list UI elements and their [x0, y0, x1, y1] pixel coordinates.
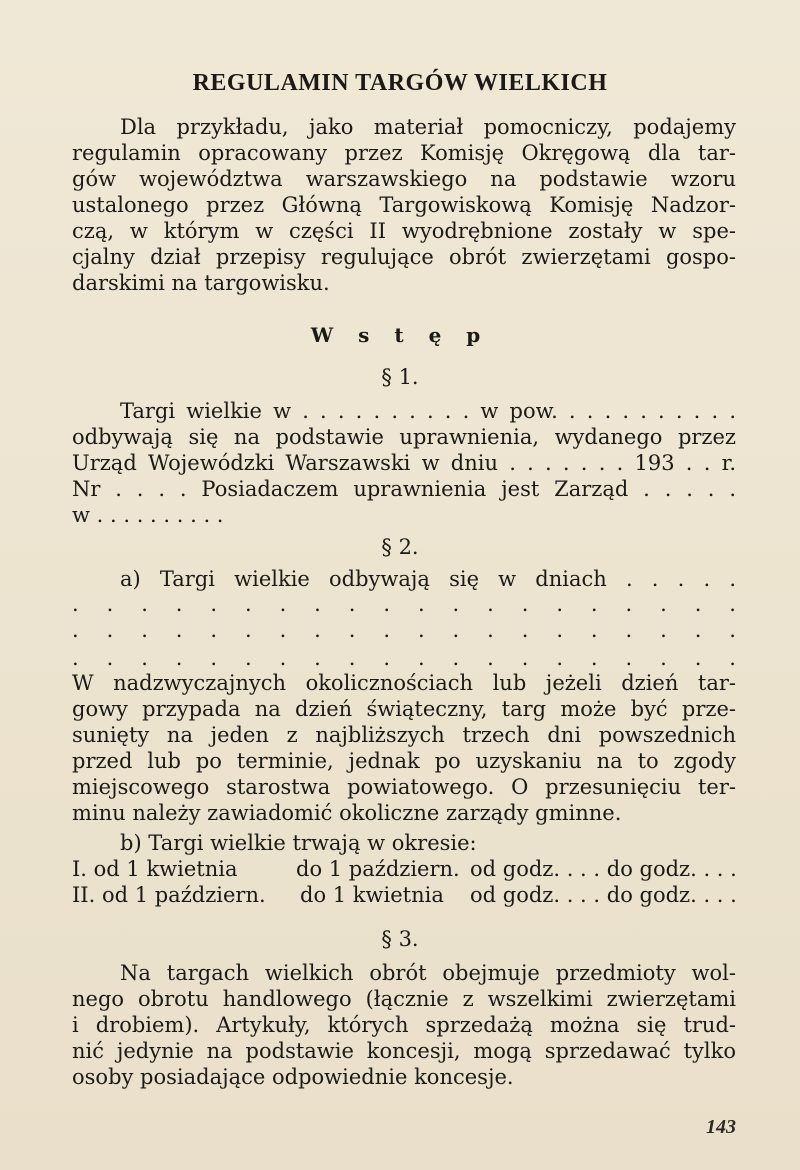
intro-line: darskimi na targowisku. — [72, 271, 330, 295]
intro-line: regulamin opracowany przez Komisję Okręgową dla tar- — [72, 141, 736, 165]
intro-line: cjalny dział przepisy regulujące obrót zwierzętami gospo- — [72, 245, 736, 269]
s3-line: Na targach wielkich obrót obejmuje przedmioty wol- — [120, 961, 736, 985]
period-to: do 1 kwietnia — [300, 883, 444, 907]
s1-line: Nr . . . . Posiadaczem uprawnienia jest Zarząd . . . . . — [72, 477, 736, 501]
dot-leader-row: . . . . . . . . . . . . . . . . . . . . — [72, 592, 736, 616]
page-number: 143 — [706, 1116, 736, 1138]
period-hours: od godz. . . . do godz. . . . — [470, 883, 737, 907]
paragraph-mark-1: § 1. — [381, 365, 419, 389]
intro-line: gów województwa warszawskiego na podstawie wzoru — [72, 167, 736, 191]
s1-line: odbywają się na podstawie uprawnienia, wydanego przez — [72, 425, 736, 449]
period-to: do 1 październ. — [296, 857, 460, 881]
s2-para-line: minu należy zawiadomić okoliczne zarządy gminne. — [72, 801, 622, 825]
period-hours: od godz. . . . do godz. . . . — [470, 857, 737, 881]
dot-leader-row: . . . . . . . . . . . . . . . . . . . . — [72, 618, 736, 642]
s1-line: w . . . . . . . . . . — [72, 503, 224, 527]
intro-line: ustalonego przez Główną Targowiskową Komisję Nadzor- — [72, 193, 736, 217]
s3-line: nego obrotu handlowego (łącznie z wszelkimi zwierzętami — [72, 987, 736, 1011]
paragraph-mark-2: § 2. — [381, 535, 419, 559]
s1-line: Targi wielkie w . . . . . . . . . . w pow. . . . . . . . . . . — [120, 399, 736, 423]
s2-para-line: gowy przypada na dzień świąteczny, targ może być prze- — [72, 697, 736, 721]
s3-line: nić jedynie na podstawie koncesji, mogą sprzedawać tylko — [72, 1039, 736, 1063]
period-from: I. od 1 kwietnia — [72, 857, 238, 881]
s2-a-line: a) Targi wielkie odbywają się w dniach . . . . . — [120, 567, 736, 591]
s2-para-line: sunięty na jeden z najbliższych trzech dni powszednich — [72, 723, 736, 747]
s2-para-line: przed lub po terminie, jednak po uzyskaniu na to zgody — [72, 749, 736, 773]
dot-leader-row: . . . . . . . . . . . . . . . . . . . . — [72, 646, 736, 670]
s2-para-line: miejscowego starostwa powiatowego. O przesunięciu ter- — [72, 775, 736, 799]
s3-line: osoby posiadające odpowiednie koncesje. — [72, 1065, 514, 1089]
period-from: II. od 1 październ. — [72, 883, 266, 907]
paragraph-mark-3: § 3. — [381, 927, 419, 951]
page-title: REGULAMIN TARGÓW WIELKICH — [192, 70, 608, 96]
intro-line: Dla przykładu, jako materiał pomocniczy, podajemy — [120, 115, 736, 139]
s2-b-line: b) Targi wielkie trwają w okresie: — [120, 831, 477, 855]
intro-line: czą, w którym w części II wyodrębnione zostały w spe- — [72, 219, 736, 243]
s2-para-line: W nadzwyczajnych okolicznościach lub jeżeli dzień tar- — [72, 671, 736, 695]
s3-line: i drobiem). Artykuły, których sprzedażą można się trud- — [72, 1013, 736, 1037]
s1-line: Urząd Wojewódzki Warszawski w dniu . . . . . . . 193 . . r. — [72, 451, 736, 475]
section-heading: W s t ę p — [310, 323, 490, 347]
